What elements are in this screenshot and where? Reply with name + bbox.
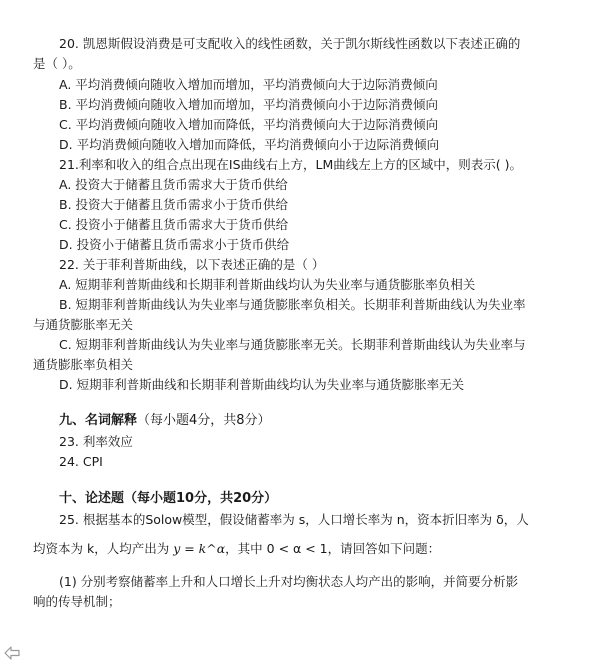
q23-term: 23. 利率效应 (59, 434, 133, 449)
q20-option-b: B. 平均消费倾向随收入增加而增加，平均消费倾向小于边际消费倾向 (59, 97, 439, 112)
section9-heading (59, 412, 271, 430)
q20-stem-line2: 是（ ）。 (33, 56, 81, 71)
q25-line2-end: ，其中 0 < α < 1，请回答如下问题： (225, 541, 441, 556)
q22-option-d: D. 短期菲利普斯曲线和长期菲利普斯曲线均认为失业率与通货膨胀率无关 (59, 377, 465, 392)
section10-heading: 十、论述题（每小题10分，共20分） (59, 491, 278, 506)
q25-sub1-line2: 响的传导机制； (33, 594, 121, 609)
q21-option-a: A. 投资大于储蓄且货币需求大于货币供给 (59, 177, 288, 192)
q25-sub1-line1: (1) 分别考察储蓄率上升和人口增长上升对均衡状态人均产出的影响，并简要分析影 (59, 574, 519, 589)
q22-option-b-line2: 与通货膨胀率无关 (33, 317, 134, 332)
q20-stem-line1: 20. 凯恩斯假设消费是可支配收入的线性函数，关于凯尔斯线性函数以下表述正确的 (59, 36, 521, 51)
q21-option-b: B. 投资大于储蓄且货币需求小于货币供给 (59, 197, 289, 212)
q24-term: 24. CPI (59, 454, 103, 469)
q21-stem: 21.利率和收入的组合点出现在IS曲线右上方，LM曲线左上方的区域中，则表示( )。 (59, 157, 522, 172)
section9-note: （每小题4分，共8分） (137, 413, 271, 428)
q25-line2 (33, 540, 440, 558)
q21-option-d: D. 投资小于储蓄且货币需求小于货币供给 (59, 237, 290, 252)
q21-option-c: C. 投资小于储蓄且货币需求大于货币供给 (59, 217, 289, 232)
q22-option-b-line1: B. 短期菲利普斯曲线认为失业率与通货膨胀率负相关。长期菲利普斯曲线认为失业率 (59, 297, 526, 312)
q25-formula: y = k^α (173, 541, 226, 556)
q22-option-a: A. 短期菲利普斯曲线和长期菲利普斯曲线均认为失业率与通货膨胀率负相关 (59, 277, 476, 292)
q22-stem: 22. 关于菲利普斯曲线，以下表述正确的是（ ） (59, 257, 325, 272)
q20-option-a: A. 平均消费倾向随收入增加而增加，平均消费倾向大于边际消费倾向 (59, 77, 438, 92)
q25-line2-start: 均资本为 k，人均产出为 (33, 541, 174, 556)
q22-option-c-line2: 通货膨胀率负相关 (33, 357, 134, 372)
section9-title: 九、名词解释 (59, 413, 138, 428)
back-arrow-icon[interactable] (4, 646, 20, 660)
q20-option-c: C. 平均消费倾向随收入增加而降低，平均消费倾向大于边际消费倾向 (59, 117, 439, 132)
q20-option-d: D. 平均消费倾向随收入增加而降低，平均消费倾向小于边际消费倾向 (59, 137, 440, 152)
q22-option-c-line1: C. 短期菲利普斯曲线认为失业率与通货膨胀率无关。长期菲利普斯曲线认为失业率与 (59, 337, 526, 352)
q25-line1: 25. 根据基本的Solow模型，假设储蓄率为 s，人口增长率为 n，资本折旧率为 δ，人 (59, 512, 529, 527)
